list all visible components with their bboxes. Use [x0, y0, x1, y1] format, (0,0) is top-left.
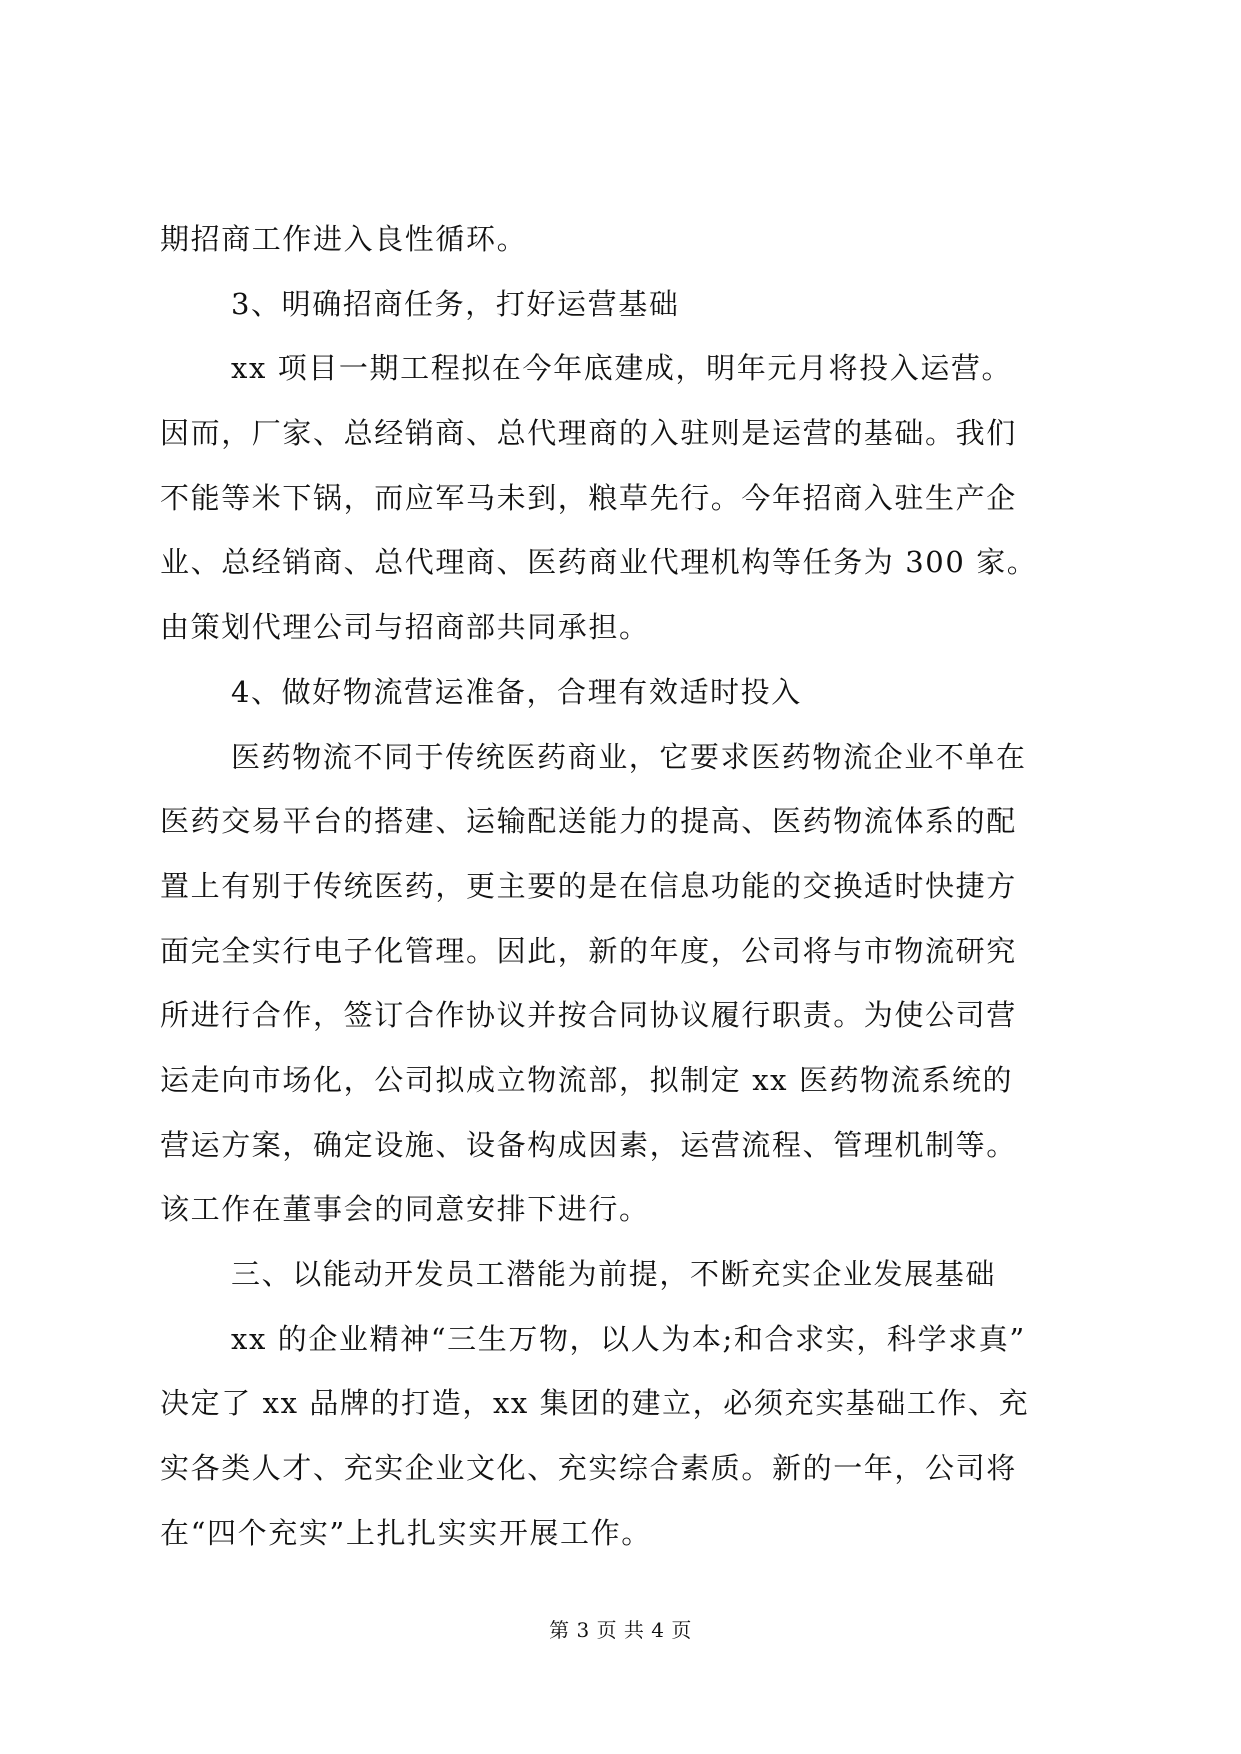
text-line: 医药交易平台的搭建、运输配送能力的提高、医药物流体系的配 — [160, 804, 1017, 839]
text-line: 面完全实行电子化管理。因此，新的年度，公司将与市物流研究 — [160, 933, 1017, 968]
text-line: 业、总经销商、总代理商、医药商业代理机构等任务为 300 家。 — [160, 545, 1038, 580]
text-line: 营运方案，确定设施、设备构成因素，运营流程、管理机制等。 — [160, 1127, 1017, 1162]
page-footer: 第 3 页 共 4 页 — [549, 1618, 692, 1642]
text-line: 三、以能动开发员工潜能为前提，不断充实企业发展基础 — [231, 1257, 997, 1291]
text-line: 所进行合作，签订合作协议并按合同协议履行职责。为使公司营 — [160, 998, 1017, 1033]
text-line: 因而，厂家、总经销商、总代理商的入驻则是运营的基础。我们 — [160, 416, 1017, 451]
text-line: 由策划代理公司与招商部共同承担。 — [160, 610, 650, 645]
text-line: 不能等米下锅，而应军马未到，粮草先行。今年招商入驻生产企 — [160, 480, 1017, 515]
text-line: 实各类人才、充实企业文化、充实综合素质。新的一年，公司将 — [160, 1451, 1017, 1486]
text-line: 置上有别于传统医药，更主要的是在信息功能的交换适时快捷方 — [160, 868, 1017, 903]
body-text — [160, 207, 1090, 1565]
text-line: 3、明确招商任务，打好运营基础 — [231, 286, 680, 321]
text-line: 医药物流不同于传统医药商业，它要求医药物流企业不单在 — [231, 739, 1027, 774]
text-line: xx 的企业精神“三生万物，以人为本;和合求实，科学求真” — [231, 1321, 1026, 1356]
text-line: 该工作在董事会的同意安排下进行。 — [160, 1192, 650, 1227]
text-line: 在“四个充实”上扎扎实实开展工作。 — [160, 1515, 652, 1550]
text-line: xx 项目一期工程拟在今年底建成，明年元月将投入运营。 — [231, 351, 1013, 386]
text-line: 运走向市场化，公司拟成立物流部，拟制定 xx 医药物流系统的 — [160, 1062, 1014, 1097]
text-line: 期招商工作进入良性循环。 — [160, 222, 528, 256]
text-line: 4、做好物流营运准备，合理有效适时投入 — [231, 674, 802, 709]
text-line: 决定了 xx 品牌的打造，xx 集团的建立，必须充实基础工作、充 — [160, 1386, 1030, 1421]
